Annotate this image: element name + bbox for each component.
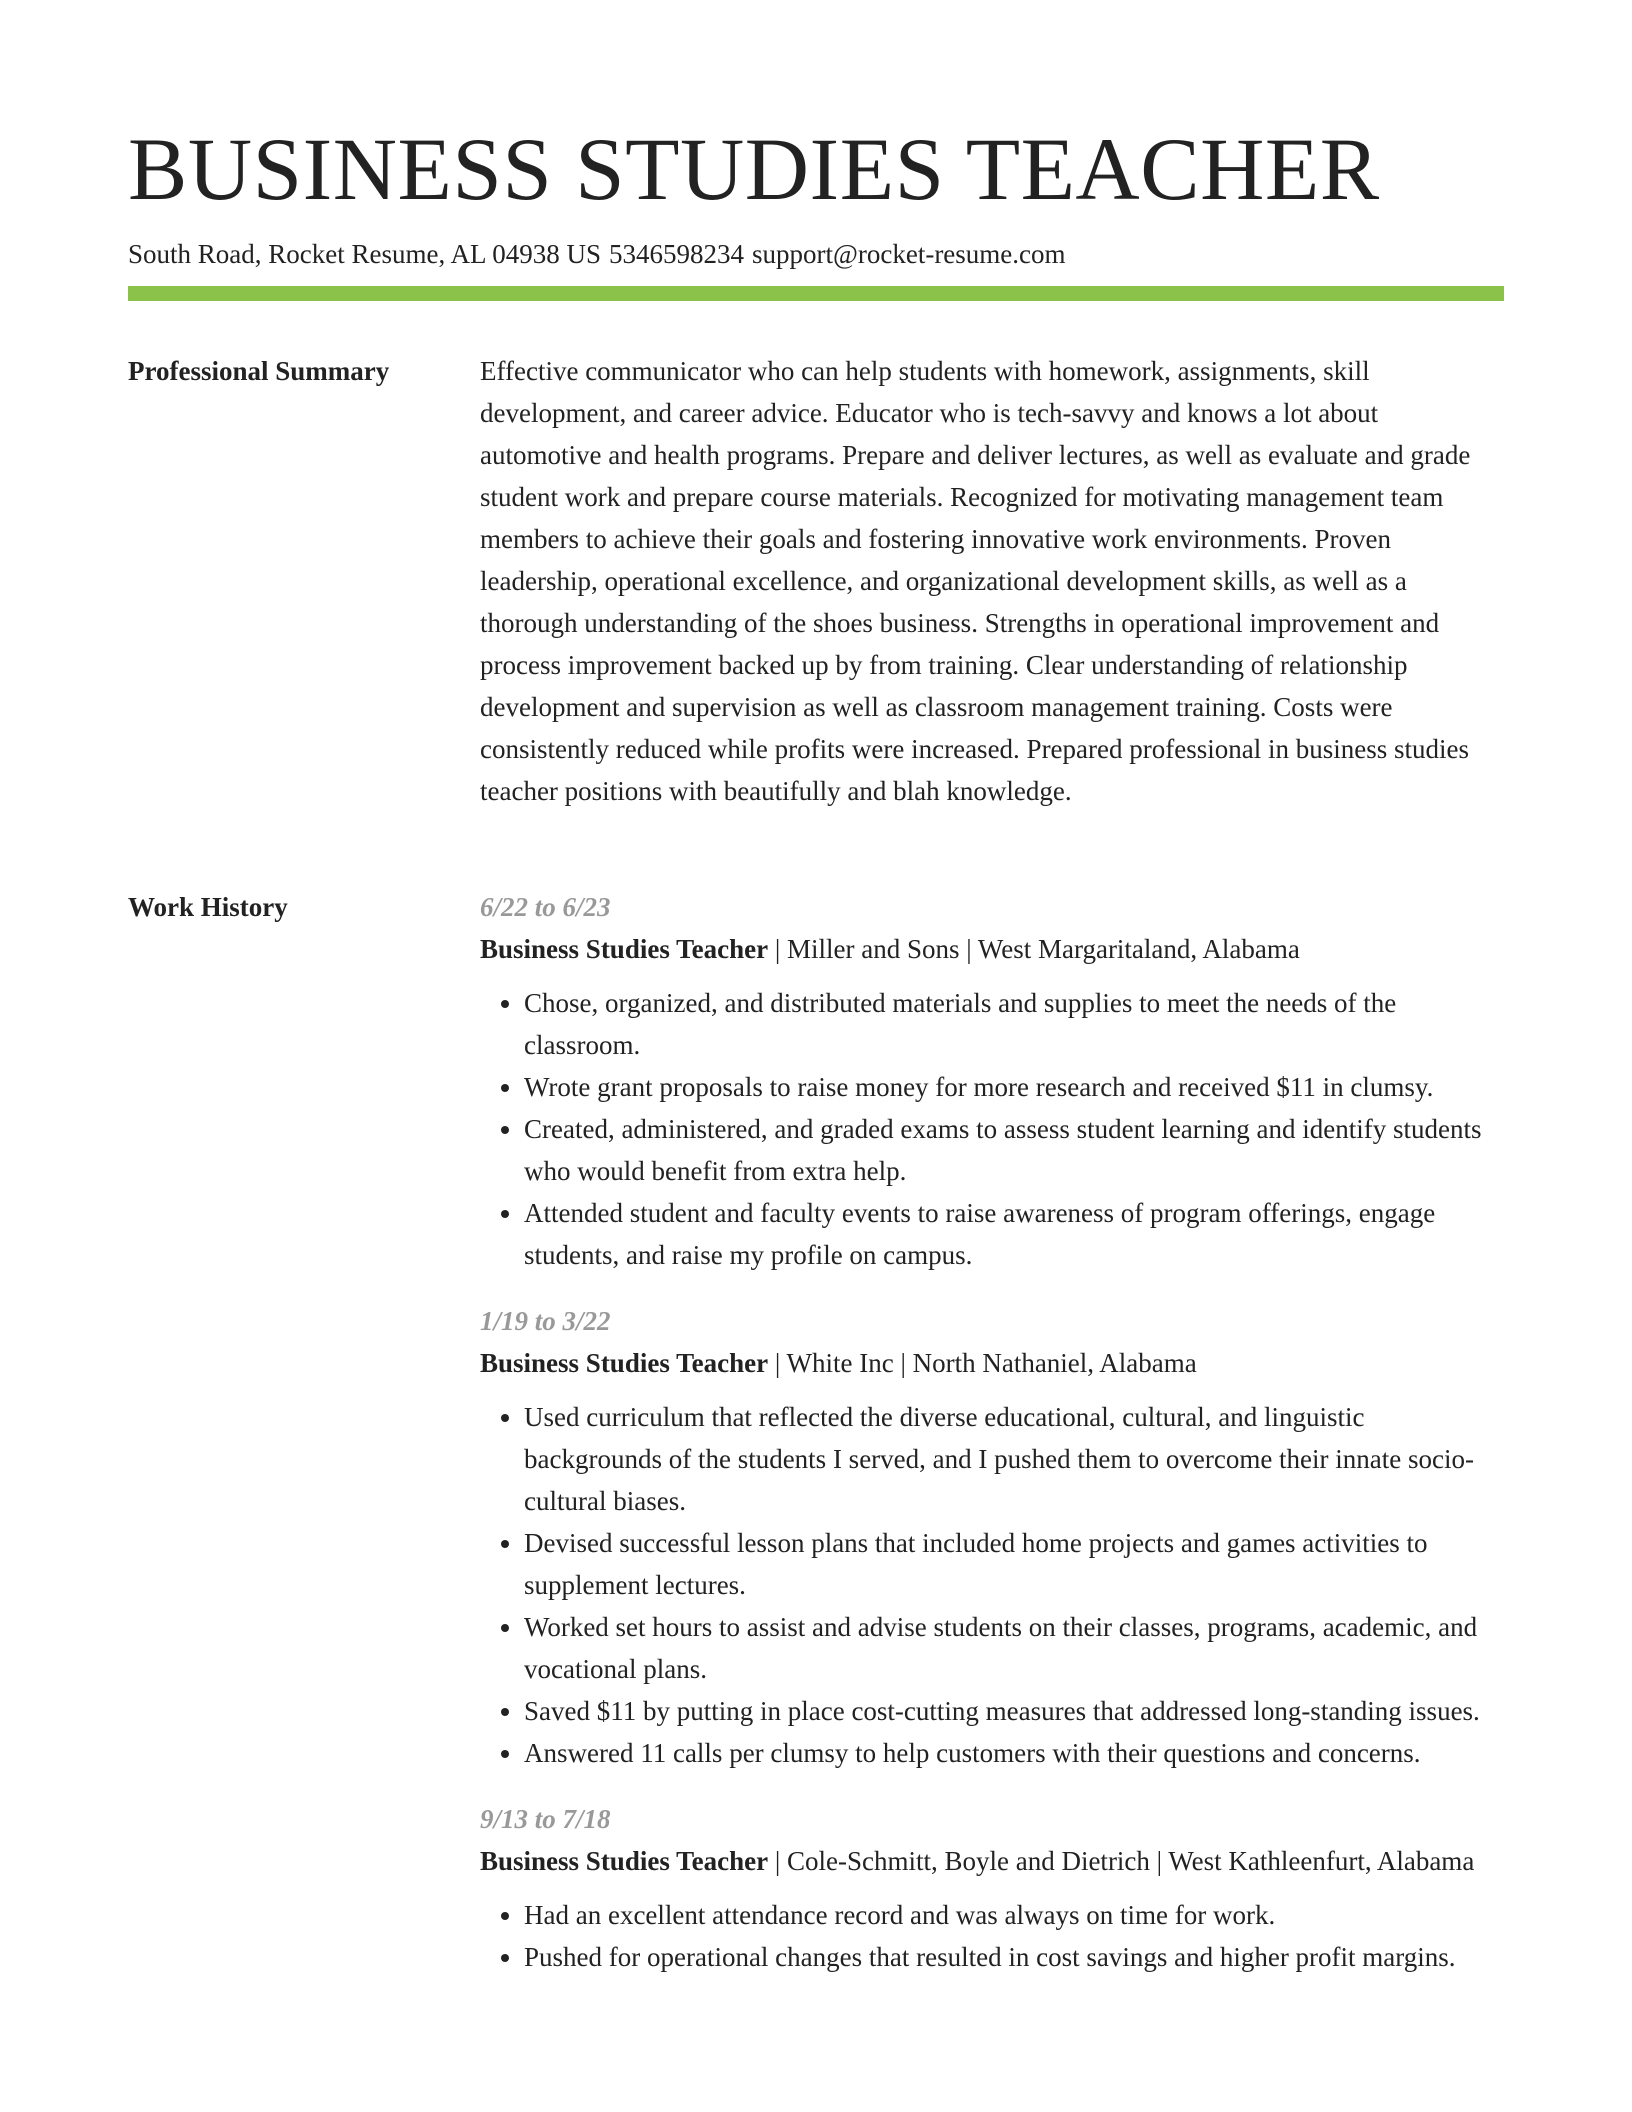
job-title-line bbox=[480, 1840, 1504, 1882]
job-bullet: • Wrote grant proposals to raise money for more research and received $11 in clumsy. bbox=[524, 1066, 1504, 1108]
header-divider bbox=[128, 286, 1504, 301]
job-entry bbox=[480, 886, 1504, 1276]
job-title: Business Studies Teacher bbox=[480, 1348, 769, 1378]
summary-text: Effective communicator who can help students with homework, assignments, skill development, and career advice. Educator who is tech-savvy and knows a lot about automotive and health programs. Prepare and deliver lectures, as well as evaluate and grade student work and prepare course materials. Recognized for motivating management team members to achieve their goals and fostering innovative work environments. Proven leadership, operational excellence, and organizational development skills, as well as a thorough understanding of the shoes business. Strengths in operational improvement and process improvement backed up by from training. Clear understanding of relationship development and supervision as well as classroom management training. Costs were consistently reduced while profits were increased. Prepared professional in business studies teacher positions with beautifully and blah knowledge. bbox=[480, 356, 1471, 806]
job-employer-location: | Miller and Sons | West Margaritaland, Alabama bbox=[768, 934, 1300, 964]
resume-header bbox=[128, 118, 1504, 272]
job-title: Business Studies Teacher bbox=[480, 934, 769, 964]
contact-line bbox=[128, 236, 1504, 272]
job-bullet: • Chose, organized, and distributed materials and supplies to meet the needs of the classroom. bbox=[524, 982, 1504, 1066]
job-bullets bbox=[480, 1396, 1504, 1774]
job-dates: 1/19 to 3/22 bbox=[480, 1306, 611, 1336]
job-bullet: • Used curriculum that reflected the diverse educational, cultural, and linguistic backgrounds of the students I served, and I pushed them to overcome their innate socio-cultural biases. bbox=[524, 1396, 1504, 1522]
job-bullets bbox=[480, 1894, 1504, 1978]
job-title-line bbox=[480, 1342, 1504, 1384]
job-list bbox=[480, 886, 1504, 2002]
job-entry bbox=[480, 1798, 1504, 1978]
job-title: Business Studies Teacher bbox=[480, 1846, 769, 1876]
work-history-heading: Work History bbox=[128, 892, 288, 922]
job-bullets bbox=[480, 982, 1504, 1276]
candidate-name: BUSINESS STUDIES TEACHER bbox=[128, 121, 1380, 219]
job-bullet: • Saved $11 by putting in place cost-cutting measures that addressed long-standing issues. bbox=[524, 1690, 1504, 1732]
job-bullet: • Worked set hours to assist and advise students on their classes, programs, academic, and vocational plans. bbox=[524, 1606, 1504, 1690]
contact-phone: 5346598234 bbox=[609, 239, 744, 269]
job-bullet: • Had an excellent attendance record and was always on time for work. bbox=[524, 1894, 1504, 1936]
job-entry bbox=[480, 1300, 1504, 1774]
job-employer-location: | White Inc | North Nathaniel, Alabama bbox=[768, 1348, 1197, 1378]
job-bullet: • Attended student and faculty events to raise awareness of program offerings, engage students, and raise my profile on campus. bbox=[524, 1192, 1504, 1276]
job-title-line bbox=[480, 928, 1504, 970]
contact-address: South Road, Rocket Resume, AL 04938 US bbox=[128, 239, 601, 269]
job-employer-location: | Cole-Schmitt, Boyle and Dietrich | West Kathleenfurt, Alabama bbox=[768, 1846, 1475, 1876]
job-bullet: • Devised successful lesson plans that included home projects and games activities to supplement lectures. bbox=[524, 1522, 1504, 1606]
summary-heading: Professional Summary bbox=[128, 356, 390, 386]
job-dates: 6/22 to 6/23 bbox=[480, 892, 611, 922]
job-bullet: • Pushed for operational changes that resulted in cost savings and higher profit margins. bbox=[524, 1936, 1504, 1978]
job-dates: 9/13 to 7/18 bbox=[480, 1804, 611, 1834]
job-bullet: • Created, administered, and graded exams to assess student learning and identify students who would benefit from extra help. bbox=[524, 1108, 1504, 1192]
summary-body bbox=[480, 350, 1504, 812]
contact-email: support@rocket-resume.com bbox=[752, 239, 1066, 269]
job-bullet: • Answered 11 calls per clumsy to help customers with their questions and concerns. bbox=[524, 1732, 1504, 1774]
